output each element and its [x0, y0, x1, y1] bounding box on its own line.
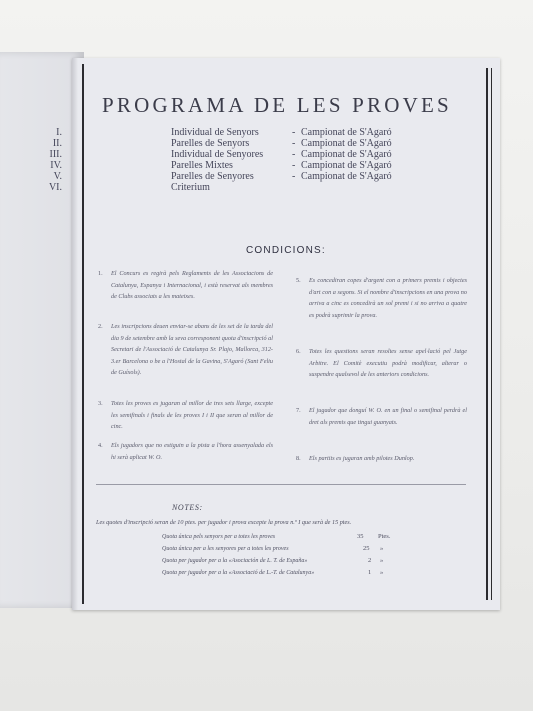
condition-item: [98, 440, 273, 463]
quota-unit: »: [380, 557, 384, 564]
quota-label: Quota per jugador per a la «Asociación de L. T. de España»: [162, 558, 308, 564]
notes-heading: NOTES:: [172, 503, 203, 512]
event-number: I.: [56, 127, 62, 138]
left-border-rule: [82, 64, 84, 604]
condition-item: [296, 453, 467, 465]
condition-number: 1.: [98, 270, 103, 277]
condition-item: [296, 346, 467, 381]
condition-text: El Concurs es regirà pels Reglaments de les Associacions de Catalunya, Espanya i Internacional, i està reservat als membres de Clubs associats a les mateixes.: [111, 270, 273, 301]
condition-number: 5.: [296, 277, 301, 284]
notes-text: Les quotes d'inscripció seran de 10 ptes. per jugador i prova excepte la prova n.º I que serà de 15 ptes.: [96, 519, 352, 526]
condition-item: [98, 321, 273, 379]
condition-number: 4.: [98, 442, 103, 449]
event-dash: -: [292, 160, 296, 171]
event-number: V.: [53, 171, 62, 182]
condition-text: Totes les proves es jugaran al millor de tres sets llarge, excepte les semifinals i finals de les proves I i II que seran al millor de cinc.: [111, 400, 273, 431]
page-title: PROGRAMA DE LES PROVES: [102, 93, 452, 117]
condition-number: 6.: [296, 348, 301, 355]
event-name: Criterium: [171, 182, 210, 193]
condition-number: 7.: [296, 407, 301, 414]
event-dash: -: [292, 127, 296, 138]
event-championship: Campionat de S'Agaró: [301, 149, 392, 160]
condition-text: Els partits es jugaran amb pilotes Dunlop.: [309, 455, 415, 462]
event-name: Parelles de Senyores: [171, 171, 254, 182]
event-number: III.: [49, 149, 62, 160]
condition-item: [98, 268, 273, 303]
page-gutter: [72, 58, 78, 610]
quota-label: Quota única pels senyors per a totes les proves: [162, 534, 276, 540]
quota-amount: 1: [368, 569, 372, 576]
quota-label: Quota per jugador per a la «Associació de L.-T. de Catalunya»: [162, 570, 315, 576]
event-number: VI.: [48, 182, 62, 193]
condition-text: El jugador que donguí W. O. en un final o semifinal perdrà el dret als premis que tingui guanyats.: [309, 407, 467, 426]
conditions-heading: CONDICIONS:: [246, 245, 326, 256]
condition-item: [296, 275, 467, 321]
section-divider: [96, 484, 466, 485]
quota-unit: »: [380, 545, 384, 552]
event-championship: Campionat de S'Agaró: [301, 127, 392, 138]
event-name: Parelles de Senyors: [171, 138, 250, 149]
condition-item: [98, 398, 273, 433]
quota-unit: »: [380, 569, 384, 576]
condition-number: 3.: [98, 400, 103, 407]
event-dash: -: [292, 138, 296, 149]
event-dash: -: [292, 171, 296, 182]
condition-text: Els jugadors que no estiguin a la pista a l'hora assenyalada els hi serà aplicat W. O.: [111, 442, 273, 461]
event-dash: -: [292, 149, 296, 160]
condition-number: 8.: [296, 455, 301, 462]
quota-unit: Ptes.: [378, 533, 391, 540]
quota-amount: 35: [357, 533, 364, 540]
event-name: Individual de Senyors: [171, 127, 259, 138]
quota-amount: 25: [363, 545, 370, 552]
condition-number: 2.: [98, 323, 103, 330]
right-border-rule: [486, 68, 488, 600]
event-championship: Campionat de S'Agaró: [301, 138, 392, 149]
condition-text: Totes les questions seran resoltes sense apel·lació pel Jutge Arbitre. El Comitè executiu podrà modificar, alterar o suspendre qualsevol de les anteriors condicions.: [309, 348, 467, 379]
event-championship: Campionat de S'Agaró: [301, 171, 392, 182]
event-name: Individual de Senyores: [171, 149, 264, 160]
quota-amount: 2: [368, 557, 372, 564]
right-border-rule-thin: [491, 68, 492, 600]
quota-label: Quota única per a les senyores per a totes les proves: [162, 546, 289, 552]
event-number: IV.: [50, 160, 62, 171]
condition-item: [296, 405, 467, 428]
event-championship: Campionat de S'Agaró: [301, 160, 392, 171]
event-number: II.: [52, 138, 62, 149]
condition-text: Es concediran copes d'argent con a primers premis i objectes d'art con a segons. Si el nombre d'inscripcions en una prova no arriva a cinc es concedirà un sol premi i si no arriva a quatre es podrà suprimir la prova.: [309, 277, 467, 319]
condition-text: Les inscripcions deuen enviar-se abans de les set de la tarda del dia 9 de setembre amb la seva corresponent quota d'inscripció al Secretari de l'Associació de Catalunya Sr. Plajo, Mallorca, 312-3.er Barcelona o be a l'Hostal de la Gavina, S'Agaró (Sant Feliu de Guíxols).: [111, 323, 273, 377]
event-name: Parelles Mixtes: [171, 160, 233, 171]
